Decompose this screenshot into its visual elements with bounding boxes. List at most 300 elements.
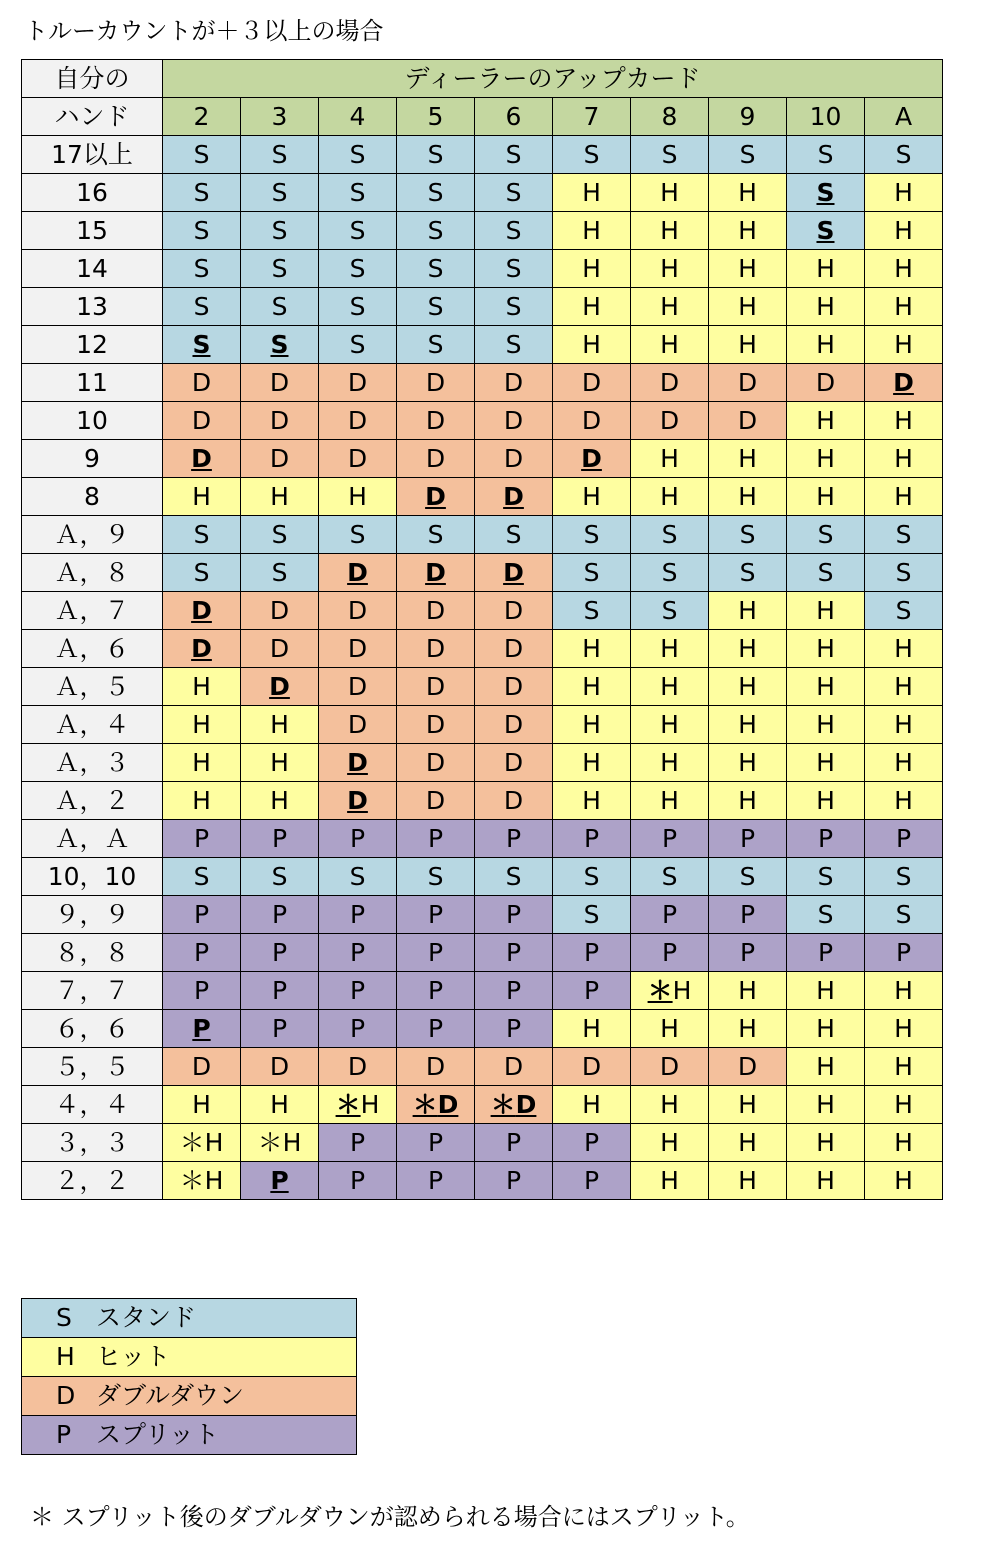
table-row <box>22 820 943 858</box>
action-code: H <box>816 406 835 435</box>
action-cell <box>865 212 943 250</box>
action-cell <box>631 744 709 782</box>
action-cell <box>163 1048 241 1086</box>
action-cell <box>397 1086 475 1124</box>
action-code: D <box>269 406 290 435</box>
table-row <box>22 1010 943 1048</box>
action-cell <box>475 250 553 288</box>
action-cell <box>787 668 865 706</box>
action-code: S <box>427 292 444 321</box>
action-code: H <box>660 710 679 739</box>
action-cell <box>241 326 319 364</box>
action-cell <box>631 706 709 744</box>
action-code: D <box>503 558 524 587</box>
action-code: H <box>816 1052 835 1081</box>
legend-label: ダブルダウン <box>96 1381 245 1410</box>
table-row <box>22 136 943 174</box>
action-code: H <box>348 482 367 511</box>
action-cell <box>475 858 553 896</box>
hand-label: ２，２ <box>22 1162 163 1200</box>
action-code: P <box>271 1014 288 1043</box>
legend-label: ヒット <box>96 1342 171 1371</box>
action-cell <box>865 668 943 706</box>
action-cell <box>241 1162 319 1200</box>
asterisk-mark: ＊ <box>412 1090 438 1119</box>
action-cell <box>553 706 631 744</box>
action-code: P <box>193 824 210 853</box>
action-cell <box>241 364 319 402</box>
action-code: S <box>583 596 600 625</box>
table-row <box>22 364 943 402</box>
action-code: H <box>738 292 757 321</box>
action-cell <box>787 174 865 212</box>
hand-label: ５，５ <box>22 1048 163 1086</box>
action-code: S <box>271 254 288 283</box>
action-cell <box>397 858 475 896</box>
action-cell <box>163 402 241 440</box>
action-code: S <box>193 140 210 169</box>
asterisk-mark: ＊ <box>490 1090 516 1119</box>
action-code: S <box>583 862 600 891</box>
upcard-header-4: 4 <box>319 98 397 136</box>
action-cell <box>163 136 241 174</box>
action-cell <box>397 288 475 326</box>
action-code: S <box>505 254 522 283</box>
legend-row-P <box>22 1416 357 1455</box>
action-cell <box>865 516 943 554</box>
action-code: S <box>739 558 756 587</box>
hand-label: ４，４ <box>22 1086 163 1124</box>
action-code: H <box>660 1090 679 1119</box>
action-cell <box>631 630 709 668</box>
action-cell <box>475 1010 553 1048</box>
action-cell <box>865 288 943 326</box>
action-cell <box>241 212 319 250</box>
action-code: H <box>360 1090 380 1119</box>
action-cell <box>787 1162 865 1200</box>
action-code: D <box>659 1052 680 1081</box>
action-cell <box>319 1048 397 1086</box>
action-cell <box>475 326 553 364</box>
action-cell <box>553 478 631 516</box>
action-code: H <box>672 976 692 1005</box>
action-code: H <box>582 672 601 701</box>
action-cell <box>397 1048 475 1086</box>
action-cell <box>787 744 865 782</box>
table-row <box>22 1162 943 1200</box>
hand-label: 11 <box>22 364 163 402</box>
action-code: H <box>270 1090 289 1119</box>
action-code: H <box>738 672 757 701</box>
action-code: H <box>582 254 601 283</box>
hand-label: ３，３ <box>22 1124 163 1162</box>
action-cell <box>631 478 709 516</box>
hand-label: 15 <box>22 212 163 250</box>
action-cell <box>163 1162 241 1200</box>
action-code: P <box>271 824 288 853</box>
action-cell <box>787 706 865 744</box>
action-code: D <box>437 1090 459 1119</box>
action-code: H <box>894 1014 913 1043</box>
action-cell <box>709 212 787 250</box>
action-cell <box>241 516 319 554</box>
action-code: H <box>816 786 835 815</box>
table-row <box>22 858 943 896</box>
action-code: S <box>193 254 210 283</box>
action-code: H <box>816 1090 835 1119</box>
action-code: H <box>894 634 913 663</box>
action-code: P <box>583 976 600 1005</box>
action-code: H <box>894 216 913 245</box>
action-code: S <box>427 140 444 169</box>
action-cell <box>475 1048 553 1086</box>
action-code: H <box>816 330 835 359</box>
action-cell <box>163 288 241 326</box>
action-code: H <box>894 710 913 739</box>
asterisk-mark: ＊ <box>647 976 673 1005</box>
action-cell <box>787 402 865 440</box>
action-code: P <box>427 824 444 853</box>
action-code: S <box>193 862 210 891</box>
action-code: S <box>816 216 835 245</box>
action-cell <box>553 972 631 1010</box>
action-cell <box>475 174 553 212</box>
action-cell <box>553 402 631 440</box>
action-code: S <box>895 596 912 625</box>
action-code: H <box>816 976 835 1005</box>
action-cell <box>865 592 943 630</box>
action-cell <box>163 592 241 630</box>
action-cell <box>709 1124 787 1162</box>
action-cell <box>787 896 865 934</box>
action-cell <box>709 1010 787 1048</box>
action-code: D <box>191 368 212 397</box>
action-cell <box>319 402 397 440</box>
action-code: P <box>349 900 366 929</box>
action-cell <box>241 630 319 668</box>
action-cell <box>397 516 475 554</box>
action-code: D <box>737 368 758 397</box>
action-code: S <box>349 178 366 207</box>
action-cell <box>319 516 397 554</box>
action-code: H <box>582 1014 601 1043</box>
hand-label: 17以上 <box>22 136 163 174</box>
table-row <box>22 972 943 1010</box>
action-code: D <box>425 482 446 511</box>
table-row <box>22 554 943 592</box>
action-cell <box>241 972 319 1010</box>
action-cell <box>397 326 475 364</box>
action-cell <box>787 250 865 288</box>
action-cell <box>631 402 709 440</box>
action-cell <box>709 782 787 820</box>
action-cell <box>397 668 475 706</box>
action-cell <box>631 934 709 972</box>
hand-label: 9 <box>22 440 163 478</box>
action-cell <box>475 288 553 326</box>
action-cell <box>553 212 631 250</box>
action-code: S <box>505 520 522 549</box>
action-code: D <box>269 368 290 397</box>
action-code: H <box>816 1166 835 1195</box>
action-code: D <box>425 368 446 397</box>
action-code: P <box>895 824 912 853</box>
upcard-header-7: 7 <box>553 98 631 136</box>
action-cell <box>553 782 631 820</box>
hand-label: ６，６ <box>22 1010 163 1048</box>
action-cell <box>475 744 553 782</box>
action-code: D <box>269 1052 290 1081</box>
upcard-header-3: 3 <box>241 98 319 136</box>
action-code: D <box>581 406 602 435</box>
action-cell <box>241 478 319 516</box>
action-cell <box>475 554 553 592</box>
action-code: P <box>583 1166 600 1195</box>
table-row <box>22 934 943 972</box>
upcard-header-5: 5 <box>397 98 475 136</box>
action-cell <box>319 364 397 402</box>
table-row <box>22 440 943 478</box>
action-cell <box>241 706 319 744</box>
action-cell <box>865 440 943 478</box>
action-cell <box>709 1086 787 1124</box>
action-cell <box>319 136 397 174</box>
action-code: S <box>895 900 912 929</box>
action-cell <box>865 1162 943 1200</box>
action-cell <box>163 630 241 668</box>
action-code: H <box>894 178 913 207</box>
action-code: H <box>192 482 211 511</box>
action-cell <box>631 288 709 326</box>
action-cell <box>475 896 553 934</box>
action-cell <box>163 782 241 820</box>
table-row <box>22 174 943 212</box>
action-cell <box>163 1010 241 1048</box>
action-cell <box>475 402 553 440</box>
action-code: H <box>660 1128 679 1157</box>
action-cell <box>319 326 397 364</box>
action-code: S <box>192 330 211 359</box>
action-cell <box>397 592 475 630</box>
hand-label: 16 <box>22 174 163 212</box>
action-code: H <box>660 634 679 663</box>
action-cell <box>553 326 631 364</box>
action-cell <box>319 972 397 1010</box>
action-code: H <box>738 976 757 1005</box>
hand-header-line2: ハンド <box>22 98 163 136</box>
action-cell <box>865 706 943 744</box>
action-cell <box>319 174 397 212</box>
action-code: D <box>347 710 368 739</box>
action-code: H <box>582 710 601 739</box>
action-code: H <box>660 216 679 245</box>
action-code: H <box>582 634 601 663</box>
action-cell <box>163 326 241 364</box>
action-code: P <box>505 824 522 853</box>
action-code: H <box>738 1014 757 1043</box>
action-code: S <box>193 558 210 587</box>
action-code: S <box>583 520 600 549</box>
action-code: S <box>583 140 600 169</box>
upcard-header-A: A <box>865 98 943 136</box>
action-code: H <box>816 254 835 283</box>
action-code: P <box>271 938 288 967</box>
action-code: P <box>193 900 210 929</box>
action-code: D <box>503 672 524 701</box>
action-cell <box>709 744 787 782</box>
action-code: H <box>738 1090 757 1119</box>
hand-label: 14 <box>22 250 163 288</box>
action-code: H <box>738 748 757 777</box>
action-cell <box>475 934 553 972</box>
action-code: D <box>347 444 368 473</box>
action-cell <box>163 972 241 1010</box>
action-code: S <box>895 520 912 549</box>
action-code: S <box>505 216 522 245</box>
action-cell <box>631 1086 709 1124</box>
action-cell <box>865 1048 943 1086</box>
asterisk-mark: ＊ <box>179 1128 205 1157</box>
action-code: H <box>660 786 679 815</box>
action-cell <box>241 858 319 896</box>
action-code: D <box>503 748 524 777</box>
action-cell <box>709 1162 787 1200</box>
action-cell <box>475 972 553 1010</box>
action-code: D <box>425 710 446 739</box>
action-code: P <box>817 824 834 853</box>
action-code: P <box>271 900 288 929</box>
action-cell <box>397 478 475 516</box>
table-row <box>22 706 943 744</box>
action-code: S <box>271 292 288 321</box>
action-code: H <box>816 1128 835 1157</box>
action-code: D <box>425 672 446 701</box>
hand-label: Ａ，９ <box>22 516 163 554</box>
action-code: D <box>425 558 446 587</box>
action-code: D <box>191 1052 212 1081</box>
table-row <box>22 402 943 440</box>
hand-label: Ａ，４ <box>22 706 163 744</box>
action-cell <box>631 896 709 934</box>
action-cell <box>241 592 319 630</box>
action-code: H <box>582 292 601 321</box>
action-cell <box>319 1162 397 1200</box>
action-code: P <box>271 976 288 1005</box>
action-code: D <box>503 444 524 473</box>
action-code: D <box>737 406 758 435</box>
action-cell <box>787 136 865 174</box>
legend-code: S <box>56 1303 72 1332</box>
action-cell <box>787 592 865 630</box>
action-cell <box>631 1048 709 1086</box>
action-code: P <box>349 1128 366 1157</box>
action-cell <box>163 364 241 402</box>
action-cell <box>631 782 709 820</box>
action-code: S <box>349 292 366 321</box>
action-code: P <box>349 824 366 853</box>
action-cell <box>553 820 631 858</box>
hand-label: 10 <box>22 402 163 440</box>
action-code: H <box>270 482 289 511</box>
action-code: S <box>505 330 522 359</box>
action-cell <box>865 136 943 174</box>
action-cell <box>241 440 319 478</box>
action-code: D <box>425 634 446 663</box>
action-code: H <box>582 178 601 207</box>
action-cell <box>319 706 397 744</box>
action-code: D <box>425 596 446 625</box>
action-cell <box>553 858 631 896</box>
action-code: P <box>661 938 678 967</box>
action-cell <box>397 706 475 744</box>
action-cell <box>553 592 631 630</box>
action-cell <box>553 934 631 972</box>
action-code: P <box>427 1014 444 1043</box>
action-code: S <box>271 862 288 891</box>
action-code: H <box>816 292 835 321</box>
action-cell <box>631 1162 709 1200</box>
action-code: H <box>192 710 211 739</box>
action-cell <box>163 1086 241 1124</box>
hand-label: 8 <box>22 478 163 516</box>
action-code: H <box>738 216 757 245</box>
action-cell <box>631 516 709 554</box>
action-cell <box>397 972 475 1010</box>
legend-row-S <box>22 1299 357 1338</box>
action-code: H <box>660 1014 679 1043</box>
action-cell <box>865 782 943 820</box>
table-row <box>22 478 943 516</box>
action-code: D <box>269 634 290 663</box>
action-cell <box>163 934 241 972</box>
action-code: P <box>583 938 600 967</box>
hand-label: Ａ，５ <box>22 668 163 706</box>
action-cell <box>709 630 787 668</box>
action-code: H <box>894 330 913 359</box>
action-cell <box>865 1086 943 1124</box>
table-row <box>22 288 943 326</box>
action-code: H <box>894 406 913 435</box>
action-code: D <box>191 596 212 625</box>
legend-item <box>22 1377 357 1416</box>
upcard-header-8: 8 <box>631 98 709 136</box>
action-code: P <box>505 900 522 929</box>
table-row <box>22 896 943 934</box>
table-row <box>22 1086 943 1124</box>
action-cell <box>475 1086 553 1124</box>
action-code: P <box>427 1166 444 1195</box>
action-cell <box>319 212 397 250</box>
action-code: H <box>582 330 601 359</box>
action-cell <box>865 820 943 858</box>
action-code: D <box>737 1052 758 1081</box>
table-row <box>22 744 943 782</box>
action-code: D <box>503 368 524 397</box>
action-code: P <box>817 938 834 967</box>
action-cell <box>163 858 241 896</box>
action-code: P <box>505 938 522 967</box>
action-code: S <box>817 140 834 169</box>
action-code: S <box>193 520 210 549</box>
action-code: D <box>347 406 368 435</box>
action-code: S <box>349 254 366 283</box>
action-code: P <box>583 824 600 853</box>
hand-label: Ａ，２ <box>22 782 163 820</box>
action-code: H <box>192 1090 211 1119</box>
action-code: H <box>894 254 913 283</box>
hand-label: 12 <box>22 326 163 364</box>
action-code: H <box>894 1052 913 1081</box>
